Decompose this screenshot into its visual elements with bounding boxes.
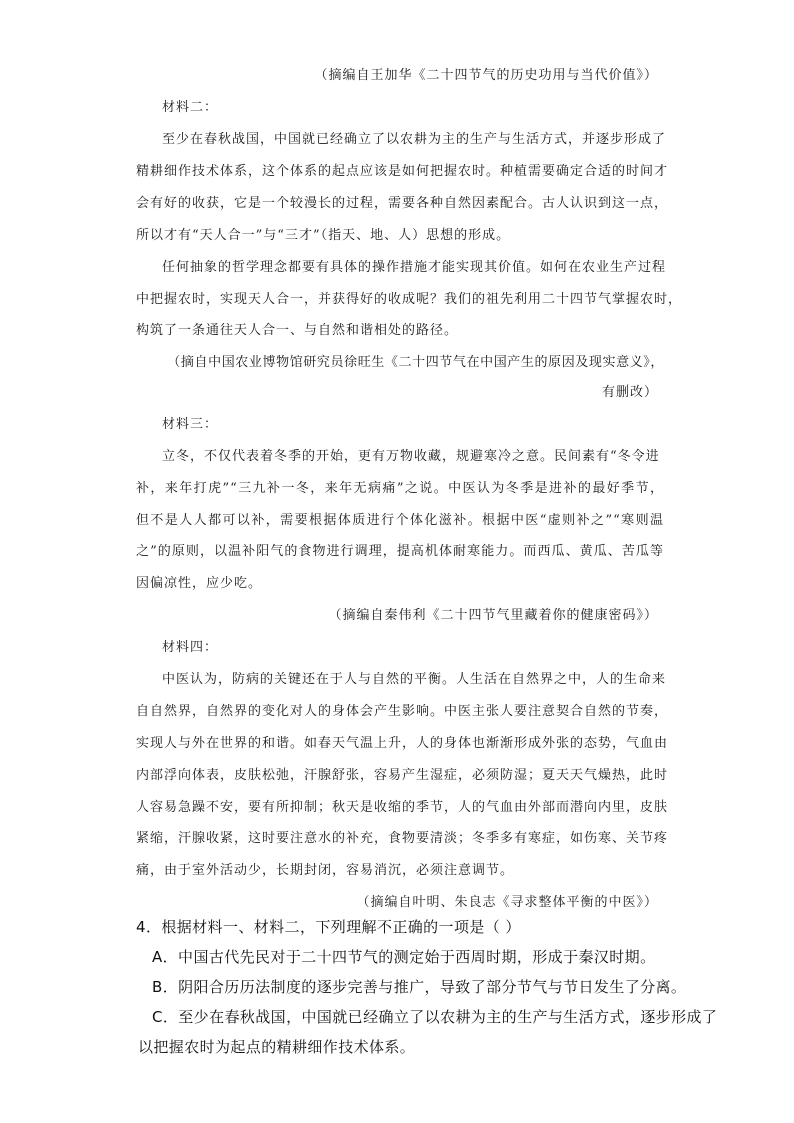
material4-p1-line3: 实现人与外在世界的和谐。如春天气温上升，人的身体也渐渐形成外张的态势，气血由 xyxy=(136,736,669,751)
material2-p2-line2: 中把握农时，实现天人合一，并获得好的收成呢？我们的祖先利用二十四节气掌握农时， xyxy=(136,292,683,307)
material3-p1-line2: 补，来年打虎”“三九补一冬，来年无病痛”之说。中医认为冬季是进补的最好季节， xyxy=(136,481,664,496)
material4-p1-line1: 中医认为，防病的关键还在于人与自然的平衡。人生活在自然界之中，人的生命来 xyxy=(162,672,667,687)
material2-p1-line2: 精耕细作技术体系，这个体系的起点应该是如何把握农时。种植需要确定合适的时间才 xyxy=(136,164,669,179)
material2-heading: 材料二： xyxy=(162,100,219,115)
material3-p1-line1: 立冬，不仅代表着冬季的开始，更有万物收藏，规避寒冷之意。民间素有“冬令进 xyxy=(162,449,660,464)
material2-source-line2: 有删改） xyxy=(601,385,658,400)
material3-heading: 材料三： xyxy=(162,417,219,432)
option-b: B．阴阳合历历法制度的逐步完善与推广，导致了部分节气与节日发生了分离。 xyxy=(152,978,687,996)
material2-source-line1: （摘自中国农业博物馆研究员徐旺生《二十四节气在中国产生的原因及现实意义》， xyxy=(167,355,664,370)
material4-p1-line2: 自自然界，自然界的变化对人的身体会产生影响。中医主张人要注意契合自然的节奏， xyxy=(136,704,669,719)
material2-p1-line4: 所以才有“天人合一”与“三才”（指天、地、人）思想的形成。 xyxy=(136,228,511,243)
material4-p1-line6: 紧缩，汗腺收紧，这时要注意水的补充，食物要清淡；冬季多有寒症，如伤寒、关节疼 xyxy=(136,831,669,846)
material4-source: （摘编自叶明、朱良志《寻求整体平衡的中医》） xyxy=(356,895,658,910)
option-c-line1: C．至少在春秋战国，中国就已经确立了以农耕为主的生产与生活方式，逐步形成了 xyxy=(152,1008,718,1026)
material4-heading: 材料四： xyxy=(162,640,219,655)
material2-p2-line1: 任何抽象的哲学理念都要有具体的操作措施才能实现其价值。如何在农业生产过程 xyxy=(162,260,667,275)
material3-p1-line5: 因偏凉性，应少吃。 xyxy=(136,576,263,591)
material3-p1-line4: 之”的原则，以温补阳气的食物进行调理，提高机体耐寒能力。而西瓜、黄瓜、苦瓜等 xyxy=(136,544,664,559)
option-a: A．中国古代先民对于二十四节气的测定始于西周时期，形成于秦汉时期。 xyxy=(152,948,656,966)
material2-p2-line3: 构筑了一条通往天人合一、与自然和谐相处的路径。 xyxy=(136,323,459,338)
material2-p1-line1: 至少在春秋战国，中国就已经确立了以农耕为主的生产与生活方式，并逐步形成了 xyxy=(162,132,667,147)
material3-source: （摘编自秦伟利《二十四节气里藏着你的健康密码》） xyxy=(328,608,658,623)
material2-p1-line3: 会有好的收获，它是一个较漫长的过程，需要各种自然因素配合。古人认识到这一点， xyxy=(136,196,669,211)
option-c-line2: 以把握农时为起点的精耕细作技术体系。 xyxy=(138,1038,416,1056)
material3-p1-line3: 但不是人人都可以补，需要根据体质进行个体化滋补。根据中医“虚则补之”“寒则温 xyxy=(136,513,664,528)
material4-p1-line4: 内部浮向体表，皮肤松弛，汗腺舒张，容易产生湿症，必须防湿；夏天天气燥热，此时 xyxy=(136,768,669,783)
material4-p1-line5: 人容易急躁不安，要有所抑制；秋天是收缩的季节，人的气血由外部而潜向内里，皮肤 xyxy=(136,800,669,815)
material1-source: （摘编自王加华《二十四节气的历史功用与当代价值》） xyxy=(314,68,658,83)
question-stem: 4．根据材料一、材料二，下列理解不正确的一项是（ ） xyxy=(136,918,521,936)
material4-p1-line7: 痛，由于室外活动少，长期封闭，容易消沉，必须注意调节。 xyxy=(136,863,515,878)
